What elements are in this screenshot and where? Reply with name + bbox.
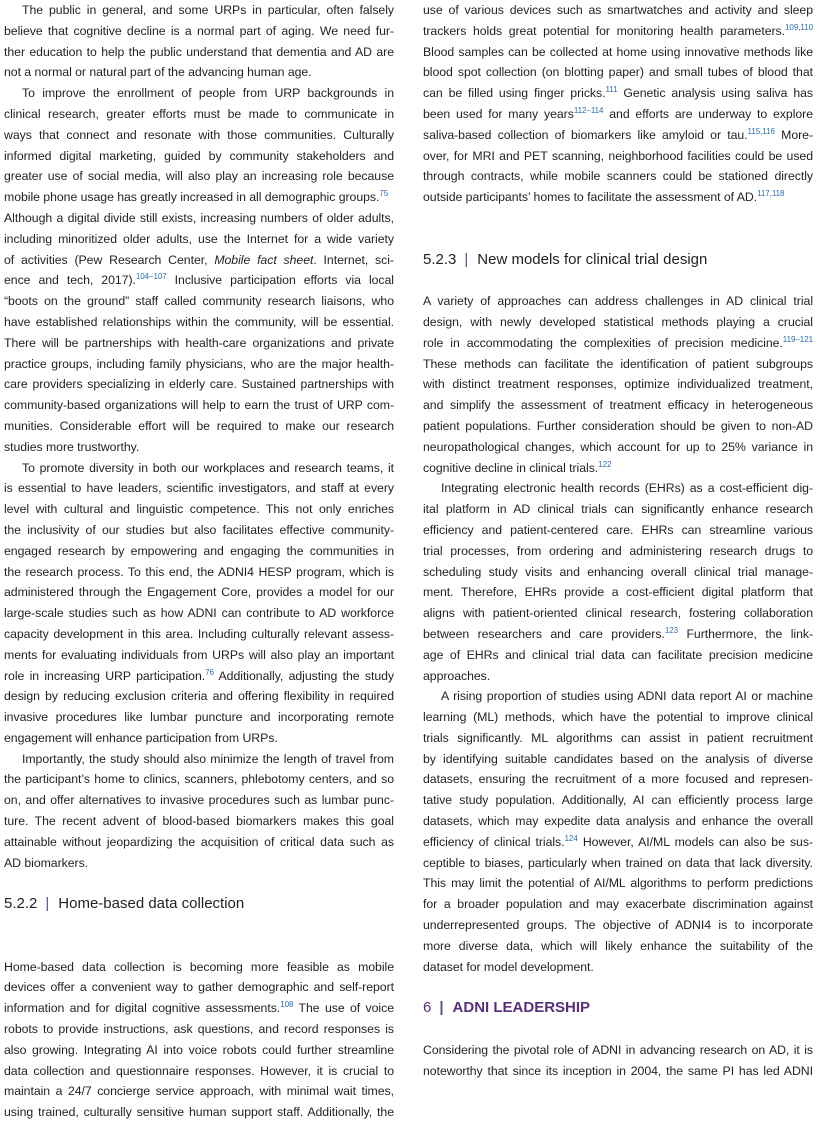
text-line: maintain a 24/7 concierge service approach, with minimal wait times, <box>4 1084 394 1099</box>
text-line: underrepresented groups. The objective of ADNI4 is to incorporate <box>423 918 813 933</box>
text-line: attainable without jeopardizing the acquisition of critical data such as <box>4 834 394 849</box>
text-line: capacity development in this area. Including culturally relevant assess- <box>4 626 394 641</box>
text-line <box>423 83 813 104</box>
text-line: There will be partnerships with health-care organizations and private <box>4 335 394 350</box>
text-line: munities. Considerable effort will be required to make our research <box>4 418 394 433</box>
citation-link[interactable]: 104–107 <box>135 272 167 282</box>
text-line: over, for MRI and PET scanning, neighborhood facilities could be used <box>423 148 813 163</box>
text-line <box>4 666 394 687</box>
text-line: Considering the pivotal role of ADNI in advancing research on AD, it is <box>423 1042 813 1057</box>
text-line: datasets, which may expedite data analysis and enhance the overall <box>423 814 813 829</box>
citation-link[interactable]: 108 <box>280 1000 294 1010</box>
text-line: To promote diversity in both our workplaces and research teams, it <box>22 460 394 475</box>
section-divider: | <box>45 895 50 913</box>
text-line <box>423 104 813 125</box>
text-line <box>4 270 394 291</box>
text-line: These methods can facilitate the identification of patient subgroups <box>423 356 813 371</box>
text-line: ways that connect and resonate with those communities. Culturally <box>4 127 394 142</box>
text-line: ther education to help the public understand that dementia and AD are <box>4 44 394 59</box>
section-heading-6 <box>423 998 813 1019</box>
italic-text: Mobile fact sheet <box>214 252 314 267</box>
text-line: with distinct treatment responses, optimize individualized treatment, <box>423 377 813 392</box>
text-line: This may limit the potential of AI/ML algorithms to perform predictions <box>423 876 813 891</box>
text-line: robots to provide instructions, ask questions, and record responses is <box>4 1022 394 1037</box>
text-line: is essential to have leaders, scientific investigators, and staff at every <box>4 481 394 496</box>
citation-link[interactable]: 75 <box>379 189 389 199</box>
text-line <box>4 187 394 208</box>
text-line: the inclusivity of our studies but also facilitates effective community- <box>4 522 394 537</box>
text-line: scheduling study visits and enhancing overall clinical trial manage- <box>423 564 813 579</box>
text-line: level with cultural and linguistic competence. This not only enriches <box>4 502 394 517</box>
text-line: through contracts, while mobile scanners could be stationed directly <box>423 169 813 184</box>
spacer <box>423 977 813 998</box>
text-line: AD biomarkers. <box>4 855 89 870</box>
text-fragment: ence and tech, 2017). <box>4 273 136 288</box>
text-fragment: role in increasing URP participation. <box>4 668 206 683</box>
section-number: 5.2.2 <box>4 895 38 913</box>
section-divider: | <box>464 250 469 268</box>
text-line: believe that cognitive decline is a normal part of aging. We need fur- <box>4 23 394 38</box>
text-line: The public in general, and some URPs in particular, often falsely <box>22 3 394 17</box>
citation-link[interactable]: 117,118 <box>757 189 785 199</box>
section-title: Home-based data collection <box>58 895 245 913</box>
text-line: age of EHRs and clinical trial data can facilitate precision medicine <box>423 647 813 662</box>
spacer <box>423 1019 813 1040</box>
text-line <box>4 250 394 271</box>
text-fragment: can be filled using finger pricks. <box>423 86 606 101</box>
text-line: use of various devices such as smartwatches and activity and sleep <box>423 3 813 17</box>
text-fragment: Furthermore, the link- <box>678 626 814 641</box>
spacer <box>423 208 813 250</box>
right-column <box>423 0 813 1081</box>
text-line: using trained, culturally sensitive human support staff. Additionally, the <box>4 1105 394 1120</box>
citation-link[interactable]: 111 <box>605 85 618 95</box>
section-title: ADNI LEADERSHIP <box>452 999 591 1017</box>
text-line: administered through the Engagement Core, provides a model for our <box>4 585 394 600</box>
text-line: also growing. Integrating AI into voice robots could further streamline <box>4 1042 394 1057</box>
citation-link[interactable]: 122 <box>598 459 612 469</box>
text-line: A rising proportion of studies using ADNI data report AI or machine <box>441 689 813 704</box>
citation-link[interactable]: 76 <box>205 667 214 677</box>
text-line: including minoritized older adults, use the Internet for a wide variety <box>4 231 394 246</box>
text-fragment: and efforts are underway to explore <box>603 106 814 121</box>
citation-link[interactable]: 115,116 <box>747 126 775 136</box>
text-line: the participant’s home to clinics, scanners, phlebotomy centers, and so <box>4 772 394 787</box>
text-line: efficiency and patient-centered care. EHRs can streamline various <box>423 522 813 537</box>
text-fragment: trackers holds great potential for monitoring health parameters. <box>423 23 786 38</box>
text-line: the research process. To this end, the ADNI4 HESP program, which is <box>4 564 394 579</box>
text-line: engaged research by empowering and engaging the communities in <box>4 543 394 558</box>
section-heading-5-2-2 <box>4 894 394 915</box>
text-line: more diverse data, which will likely enhance the suitability of the <box>423 938 813 953</box>
text-line: trial processes, from ordering and administering research drugs to <box>423 543 813 558</box>
text-line: patient populations. Further consideration should be given to non-AD <box>423 418 813 433</box>
section-title: New models for clinical trial design <box>477 250 708 268</box>
text-line: approaches. <box>423 668 491 683</box>
text-fragment: information and for digital cognitive assessments. <box>4 1001 281 1016</box>
text-line: learning (ML) methods, which have the potential to improve clinical <box>423 710 813 725</box>
text-line: clinical research, greater efforts must be made to communicate in <box>4 106 394 121</box>
text-line: invasive procedures like lumbar puncture and incorporating remote <box>4 710 394 725</box>
text-line: Blood samples can be collected at home using innovative methods like <box>423 44 813 59</box>
text-line <box>423 832 813 853</box>
text-line <box>423 125 813 146</box>
text-line: neuropathological changes, which account for up to 25% variance in <box>423 439 813 454</box>
text-line: community-based organizations will help to earn the trust of URP com- <box>4 398 394 413</box>
text-line: design, with newly developed statistical methods playing a crucial <box>423 314 813 329</box>
citation-link[interactable]: 119–121 <box>782 334 813 344</box>
text-fragment: cognitive decline in clinical trials. <box>423 460 599 475</box>
text-line: engagement will enhance participation from URPs. <box>4 730 278 745</box>
text-line: by identifying suitable candidates based on the analysis of diverse <box>423 751 813 766</box>
text-line: large-scale studies such as how ADNI can contribute to AD workforce <box>4 606 394 621</box>
text-line <box>423 624 813 645</box>
text-line: care providers specializing in elderly care. Sustained partnerships with <box>4 377 394 392</box>
section-number: 5.2.3 <box>423 250 457 268</box>
text-line: Although a digital divide still exists, increasing numbers of older adults, <box>4 210 394 225</box>
text-line: studies more trustworthy. <box>4 439 140 454</box>
text-fragment: efficiency of clinical trials. <box>423 834 565 849</box>
text-line: ment. Therefore, EHRs provide a cost-efficient digital platform that <box>423 585 813 600</box>
text-fragment: More- <box>774 127 813 142</box>
citation-link[interactable]: 109,110 <box>785 22 813 32</box>
text-fragment: saliva-based collection of biomarkers like amyloid or tau. <box>423 127 748 142</box>
text-line <box>423 187 813 208</box>
text-fragment: of activities (Pew Research Center, <box>4 252 215 267</box>
section-heading-5-2-3 <box>423 250 813 271</box>
text-line: A variety of approaches can address challenges in AD clinical trial <box>423 294 813 309</box>
citation-link[interactable]: 124 <box>564 833 578 843</box>
text-fragment: role in accommodating the complexities of precision medicine. <box>423 335 783 350</box>
text-line: ceptible to biases, particularly when trained on data that lack diversity. <box>423 855 813 870</box>
section-divider: | <box>439 999 444 1017</box>
text-fragment: outside participants’ homes to facilitate the assessment of AD. <box>423 190 758 205</box>
spacer <box>4 915 394 957</box>
text-line: devices offer a convenient way to gather demographic and self-report <box>4 980 394 995</box>
text-line: blood spot collection (on blotting paper) and small tubes of blood that <box>423 65 813 80</box>
text-line: ture. The recent advent of blood-based biomarkers makes this goal <box>4 814 394 829</box>
text-line: Importantly, the study should also minimize the length of travel from <box>22 751 394 766</box>
text-line: Integrating electronic health records (EHRs) as a cost-efficient dig- <box>441 481 813 496</box>
spacer <box>4 873 394 894</box>
text-line <box>423 458 813 479</box>
text-line: datasets, ensuring the recruitment of a more focused and represen- <box>423 772 813 787</box>
text-fragment: . Internet, sci- <box>313 252 394 267</box>
text-line: dataset for model development. <box>423 959 594 974</box>
text-line: have established relationships within the community, will be essential. <box>4 314 394 329</box>
text-line: for a broader population and may exacerbate discrimination against <box>423 897 813 912</box>
text-line: on, and offer alternatives to invasive procedures such as lumbar punc- <box>4 793 394 808</box>
spacer <box>423 270 813 291</box>
text-fragment: The use of voice <box>293 1001 394 1016</box>
text-line: data collection and questionnaire responses. However, it is crucial to <box>4 1063 394 1078</box>
text-line: and simplify the assessment of treatment efficacy in heterogeneous <box>423 398 813 413</box>
text-fragment: been used for many years <box>423 106 574 121</box>
text-line <box>4 998 394 1019</box>
text-line: trials significantly. ML algorithms can assist in patient recruitment <box>423 730 813 745</box>
text-fragment: mobile phone usage has greatly increased in all demographic groups. <box>4 190 380 205</box>
text-fragment: However, AI/ML models can also be sus- <box>577 834 813 849</box>
text-fragment: between researchers and care providers. <box>423 626 665 641</box>
text-fragment: Inclusive participation efforts via local <box>166 273 394 288</box>
text-line: ital platform in AD clinical trials can significantly enhance research <box>423 502 813 517</box>
text-fragment: Additionally, adjusting the study <box>213 668 395 683</box>
text-line: tative study population. Additionally, AI can efficiently process large <box>423 793 813 808</box>
text-line: To improve the enrollment of people from URP backgrounds in <box>22 86 394 101</box>
text-line: design by reducing exclusion criteria and offering flexibility in required <box>4 689 394 704</box>
text-line <box>423 333 813 354</box>
left-column <box>4 0 394 1123</box>
text-line: informed digital marketing, guided by community stakeholders and <box>4 148 394 163</box>
text-line: not a normal or natural part of the advancing human age. <box>4 65 312 80</box>
text-line: aligns with patient-oriented clinical research, fostering collaboration <box>423 606 813 621</box>
citation-link[interactable]: 123 <box>664 625 679 635</box>
text-line: noteworthy that since its inception in 2004, the same PI has led ADNI <box>423 1063 813 1078</box>
text-line: greater use of social media, will also play an increasing role because <box>4 169 394 184</box>
text-fragment: Genetic analysis using saliva has <box>617 86 813 101</box>
text-line: practice groups, including family physicians, who are the major health- <box>4 356 394 371</box>
text-line: ments for evaluating individuals from URPs will also play an important <box>4 647 394 662</box>
text-line: “boots on the ground” staff called community research liaisons, who <box>4 294 394 309</box>
text-line: Home-based data collection is becoming more feasible as mobile <box>4 959 394 974</box>
citation-link[interactable]: 112–114 <box>573 105 604 115</box>
text-line <box>423 21 813 42</box>
section-number: 6 <box>423 999 432 1017</box>
